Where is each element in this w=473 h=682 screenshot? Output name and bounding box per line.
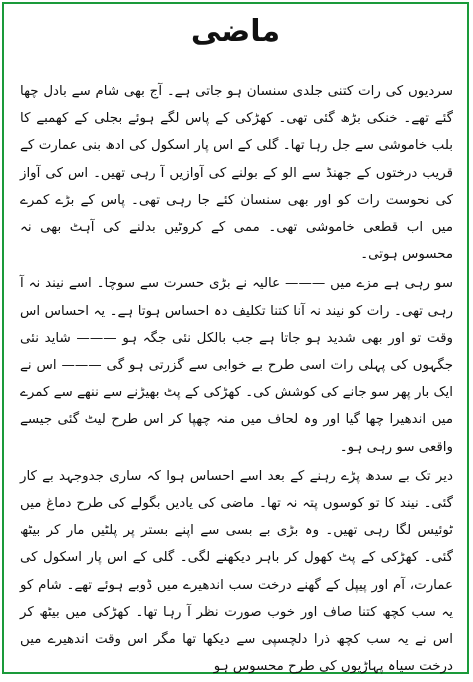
paragraph-2: سو رہی ہے مزے میں ——— عالیہ نے بڑی حسرت سے سوچا۔ اسے نیند نہ آ رہی تھی۔ رات کو نیند نہ آنا کتنا تکلیف دہ احساس ہوتا ہے۔ یہ احساس اس وقت تو اور بھی شدید ہو جاتا ہے جب بالکل نئی جگہ ہو ——— شاید نئی جگہوں کی پہلی رات اسی طرح بے خوابی سے گزرتی ہو گی ——— اس نے ایک بار پھر سو جانے کی کوشش کی۔ کھڑکی کے پٹ بھیڑنے سے ننھے سے کمرے میں اندھیرا چھا گیا اور وہ لحاف میں منہ چھپا کر اس طرح لیٹ گئی جیسے واقعی سو رہی ہو۔ [20,276,453,455]
page-title: ماضی [190,14,281,49]
paragraph-1: سردیوں کی رات کتنی جلدی سنسان ہو جاتی ہے۔ آج بھی شام سے بادل چھا گئے تھے۔ خنکی بڑھ گئی تھی۔ کھڑکی کے پاس لگے ہوئے بجلی کے کھمبے کا بلب خاموشی سے جل رہا تھا۔ گلی کے اس پار اسکول کی ادھ بنی عمارت کے قریب درختوں کے جھنڈ سے الو کے بولنے کی آوازیں آ رہی تھیں۔ اس کی آواز کی نحوست رات کو اور بھی سنسان کئے جا رہی تھی۔ پاس کے بڑے کمرے میں اب قطعی خاموشی تھی۔ ممی کے کروٹیں بدلنے کی آہٹ بھی نہ محسوس ہوتی۔ [20,84,453,263]
body-text [20,78,453,682]
page-frame [2,2,469,674]
paragraph-3: دیر تک بے سدھ پڑے رہنے کے بعد اسے احساس ہوا کہ ساری جدوجہد بے کار گئی۔ نیند کا تو کوسوں پتہ نہ تھا۔ ماضی کی یادیں بگولے کی طرح دماغ میں ٹوئیس لگا رہی تھیں۔ وہ بڑی بے بسی سے اپنے بستر پر پلٹیں مار کر بیٹھ گئی۔ کھڑکی کے پٹ کھول کر باہر دیکھنے لگی۔ گلی کے اس پار اسکول کی عمارت، آم اور پیپل کے گھنے درخت سب اندھیرے میں ڈوبے ہوئے تھے۔ شام کو یہ سب کچھ کتنا صاف اور خوب صورت نظر آ رہا تھا۔ کھڑکی میں بیٹھ کر اس نے یہ سب کچھ ذرا دلچسپی سے دیکھا تھا مگر اس وقت اندھیرے میں درخت سیاہ پہاڑیوں کی طرح محسوس ہو [20,468,453,675]
